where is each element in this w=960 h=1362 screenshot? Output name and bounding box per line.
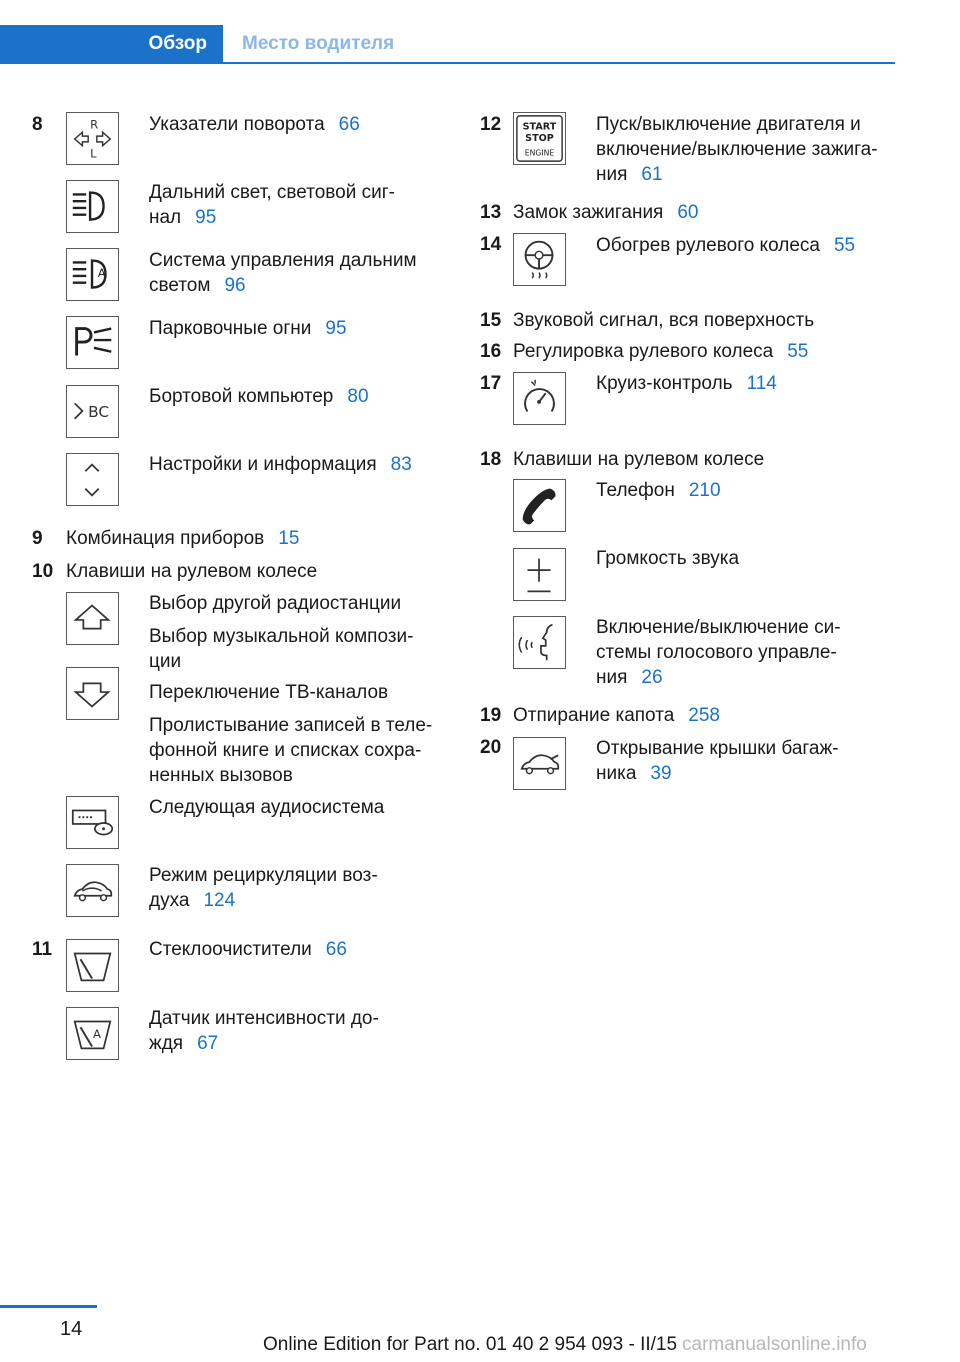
arrow-up-icon <box>66 592 119 645</box>
page-ref[interactable]: 66 <box>338 114 360 135</box>
engine-text: ENGINE <box>524 148 555 158</box>
page-ref[interactable]: 39 <box>650 763 672 784</box>
turn-signal-icon <box>66 112 119 165</box>
wiper-icon <box>66 939 119 992</box>
page-ref[interactable]: 15 <box>278 528 300 549</box>
settings-info-label: Настройки и информация 83 <box>149 454 412 475</box>
svg-text:A: A <box>97 265 106 280</box>
voice-control-label: Включение/выключение си- стемы голосового управле- ния 26 <box>596 617 841 688</box>
item-number-12: 12 <box>480 114 502 135</box>
edition-text: Online Edition for Part no. 01 40 2 954 093 - II/15 <box>263 1334 678 1355</box>
page-ref[interactable]: 114 <box>746 373 777 394</box>
trunk-lid-label: Открывание крышки багаж- ника 39 <box>596 738 839 784</box>
start-stop-label: Пуск/выключение двигателя и включение/выключение зажига- ния 61 <box>596 114 878 185</box>
item-number-16: 16 <box>480 341 502 362</box>
page-ref[interactable]: 61 <box>641 164 663 185</box>
onboard-computer-icon <box>66 385 119 438</box>
trunk-lid-icon <box>513 737 566 790</box>
wipers-label: Стеклоочистители 66 <box>149 939 347 960</box>
page-ref[interactable]: 210 <box>688 480 721 501</box>
svg-text:R: R <box>90 117 99 132</box>
parking-lights-icon <box>66 316 119 369</box>
cruise-control-icon <box>513 372 566 425</box>
watermark: carmanualsonline.info <box>682 1334 867 1355</box>
ignition-lock-label: Замок зажигания 60 <box>513 202 699 223</box>
tab-drivers-seat[interactable]: Место водителя <box>242 32 395 54</box>
parking-lights-label: Парковочные огни 95 <box>149 318 347 339</box>
cruise-control-label: Круиз-контроль 114 <box>596 373 777 394</box>
chapter-header <box>0 25 895 64</box>
page-ref[interactable]: 80 <box>347 386 369 407</box>
tv-channel-label: Переключение ТВ-каналов Пролистывание записей в теле- фонной книге и списках сохра- ненных вызовов <box>149 682 433 786</box>
instrument-cluster-label: Комбинация приборов 15 <box>66 528 300 549</box>
item-number-10: 10 <box>32 561 54 582</box>
tab-overview[interactable]: Обзор <box>0 25 223 62</box>
svg-text:A: A <box>92 1026 101 1041</box>
item-number-18: 18 <box>480 449 502 470</box>
recirculation-icon <box>66 864 119 917</box>
page-ref[interactable]: 258 <box>688 705 720 726</box>
arrow-down-icon <box>66 667 119 720</box>
footer-rule <box>0 1305 97 1308</box>
item-number-9: 9 <box>32 528 43 549</box>
settings-arrows-icon <box>66 453 119 506</box>
rain-sensor-label: Датчик интенсивности до- ждя 67 <box>149 1008 379 1054</box>
start-stop-icon <box>513 112 566 165</box>
item-number-17: 17 <box>480 373 502 394</box>
high-beam-label: Дальний свет, световой сиг- нал 95 <box>149 182 395 228</box>
phone-icon <box>513 479 566 532</box>
start-text: START <box>522 121 557 133</box>
page-ref[interactable]: 26 <box>641 667 663 688</box>
high-beam-assist-label: Система управления дальним светом 96 <box>149 250 417 296</box>
item-number-20: 20 <box>480 737 502 758</box>
page-ref[interactable]: 96 <box>224 275 246 296</box>
item-number-15: 15 <box>480 310 502 331</box>
page-ref[interactable]: 83 <box>390 454 412 475</box>
item-number-14: 14 <box>480 234 502 255</box>
rain-sensor-icon <box>66 1007 119 1060</box>
item-number-19: 19 <box>480 705 502 726</box>
page-ref[interactable]: 67 <box>197 1033 219 1054</box>
phone-label: Телефон 210 <box>596 480 721 501</box>
high-beam-icon <box>66 180 119 233</box>
high-beam-assist-icon <box>66 248 119 301</box>
item-number-11: 11 <box>32 939 53 960</box>
audio-source-icon <box>66 796 119 849</box>
page-number: 14 <box>60 1318 83 1340</box>
svg-text:BC: BC <box>88 402 110 421</box>
item-number-8: 8 <box>32 114 43 135</box>
heated-steering-wheel-icon <box>513 233 566 286</box>
volume-icon <box>513 548 566 601</box>
voice-control-icon <box>513 616 566 669</box>
recirculation-label: Режим рециркуляции воз- духа 124 <box>149 865 378 911</box>
turn-signals-label: Указатели поворота 66 <box>149 114 360 135</box>
item-number-13: 13 <box>480 202 502 223</box>
next-audio-label: Следующая аудиосистема <box>149 797 385 818</box>
steering-wheel-buttons-label: Клавиши на рулевом колесе <box>66 561 318 582</box>
svg-text:L: L <box>90 146 97 161</box>
page-ref[interactable]: 66 <box>325 939 347 960</box>
page-ref[interactable]: 95 <box>195 207 217 228</box>
steering-buttons-right-label: Клавиши на рулевом колесе <box>513 449 765 470</box>
horn-label: Звуковой сигнал, вся поверхность <box>513 310 815 331</box>
onboard-computer-label: Бортовой компьютер 80 <box>149 386 369 407</box>
next-station-label: Выбор другой радиостанции Выбор музыкальной компози- ции <box>149 593 414 672</box>
page-ref[interactable]: 60 <box>677 202 699 223</box>
page-ref[interactable]: 95 <box>325 318 347 339</box>
stop-text: STOP <box>525 132 554 144</box>
hood-release-label: Отпирание капота 258 <box>513 705 720 726</box>
volume-label: Громкость звука <box>596 548 740 569</box>
page-ref[interactable]: 55 <box>787 341 809 362</box>
page-ref[interactable]: 124 <box>203 890 236 911</box>
steering-adjust-label: Регулировка рулевого колеса 55 <box>513 341 809 362</box>
page-ref[interactable]: 55 <box>833 235 856 256</box>
heated-steering-label: Обогрев рулевого колеса 55 <box>596 235 856 256</box>
